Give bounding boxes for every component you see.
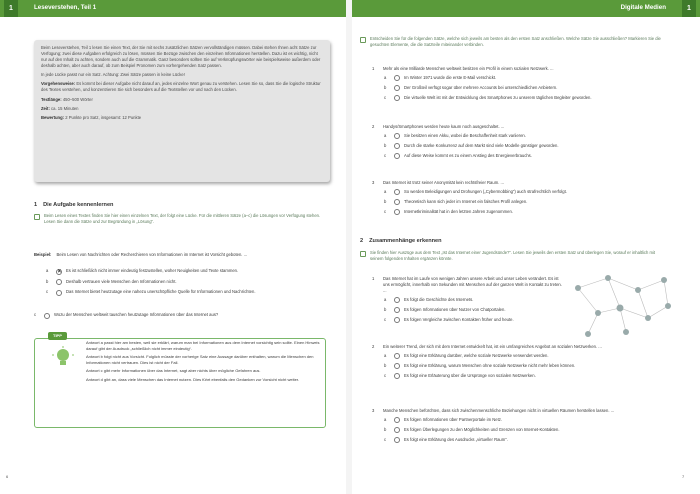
radio-icon[interactable] bbox=[394, 427, 400, 433]
radio-icon[interactable] bbox=[394, 437, 400, 443]
option[interactable]: c Es folgen Vergleiche zwischen Kontakten früher und heute. bbox=[384, 316, 514, 322]
info-note: In jede Lücke passt nur ein Satz. Achtung: Zwei Sätze passen in keine Lücke! bbox=[41, 72, 185, 77]
option[interactable]: a Es folgen Informationen über Partnerportale im Netz. bbox=[384, 416, 502, 422]
option[interactable]: c Es folgt eine Erklärung des Ausdrucks „virtueller Raum“. bbox=[384, 436, 508, 442]
topic-title: Digitale Medien bbox=[620, 4, 666, 12]
task-instruction: Entscheiden Sie für die folgenden Sätze, welche sich jeweils am besten als den ersten Satz anschließen. Welche Sätze Sie ausschließen? Markieren Sie die gesuchten Elemente, die die Satzteile miteinander verbinden. bbox=[360, 36, 666, 48]
info-text: 450–500 Wörter bbox=[62, 96, 93, 102]
tip-text: Antwort b folgt nicht aus Vorsicht. Folglich müsste der vorherige Satz eine Aussage darüber enthalten, warum die Menschen den Informationen nicht vertrauen. Dies ist nicht der Fall. bbox=[86, 354, 314, 365]
info-box bbox=[34, 40, 330, 182]
info-text: 2 Punkte pro Satz, insgesamt: 12 Punkte bbox=[65, 115, 142, 121]
radio-icon[interactable] bbox=[394, 317, 400, 323]
chapter-badge-left: 1 bbox=[4, 0, 18, 17]
option-c[interactable]: c Das Internet bietet heutzutage eine nahezu unerschöpfliche Quelle für Informationen und Nachrichten. bbox=[46, 289, 256, 294]
task-instruction: Beim Lesen eines Textes finden Sie hier einen einzelnen Text, der folgt eine Lücke. Für die mittleren Sätze (a–c) die Lösungen vor Verfügung stehen. Lesen Sie dann die Sätze und zur Begründung in „Lösung“. bbox=[34, 213, 324, 225]
option[interactable]: c Die virtuelle Welt ist mit der Entwicklung des Smartphones zu unserem täglichen Begleiter geworden. bbox=[384, 94, 592, 100]
info-label: Zeit: bbox=[41, 106, 50, 111]
chapter-title: Leseverstehen, Teil 1 bbox=[34, 4, 97, 12]
option[interactable]: b Es folgen Überlegungen zu den Möglichkeiten und Grenzen von Internet-Kontakten. bbox=[384, 426, 560, 432]
network-illustration bbox=[568, 268, 674, 340]
radio-icon[interactable] bbox=[394, 153, 400, 159]
option[interactable]: b Es folgt eine Erklärung, warum Menschen ohne soziale Netzwerke nicht mehr leben können. bbox=[384, 362, 576, 368]
radio-icon[interactable] bbox=[394, 199, 400, 205]
tip-text: Antwort c gibt mehr Informationen über das Internet, sagt aber nichts über mögliche Gefahren aus. bbox=[86, 368, 261, 374]
question-block: 2 Ein weiterer Trend, der sich mit dem Internet entwickelt hat, ist ein umfangreiches Angebot an sozialen Netzwerken. ... a Es folgt eine Erklärung darüber, welche soziale Netzwerke verwendet werden. b Es folgt eine Erklärung, warum Menschen ohne soziale Netzwerke nicht mehr leben können. c Es folgt eine Erläuterung über die Ursprünge von sozialen Netzwerken. bbox=[372, 344, 672, 379]
option[interactable]: b Der Großteil verfügt sogar über mehrere Accounts bei unterschiedlichen Anbietern. bbox=[384, 84, 558, 90]
option[interactable]: c Es folgt eine Erläuterung über die Ursprünge von sozialen Netzwerken. bbox=[384, 372, 536, 378]
checkbox-icon bbox=[360, 251, 366, 257]
option[interactable]: a Es folgt die Geschichte des Internets. bbox=[384, 296, 474, 302]
radio-icon[interactable] bbox=[394, 363, 400, 369]
radio-icon[interactable] bbox=[394, 143, 400, 149]
tip-text: Antwort d gibt an, dass viele Menschen das Internet nutzen. Dies führt ebenfalls den Gedanken zur Vorsicht nicht weiter. bbox=[86, 376, 300, 382]
option[interactable]: a Sie besitzen einen Akku, wobei die Beschaffenheit stark variieren. bbox=[384, 132, 526, 138]
option[interactable]: b Es folgen Informationen über Nutzer von Chatportalen. bbox=[384, 306, 506, 312]
checkbox-icon bbox=[34, 214, 40, 220]
question-block: 1 Mehr als eine Milliarde Menschen weltweit besitzen ein Profil in einem sozialen Netzwerk. ... a Im Winter 1971 wurde die erste E-Mail verschickt. b Der Großteil verfügt sogar über mehrere Accounts bei unterschiedlichen Anbietern. c Die virtuelle Welt ist mit der Entwicklung des Smartphones zu unserem täglichen Begleiter geworden. bbox=[372, 66, 672, 101]
radio-icon[interactable] bbox=[394, 95, 400, 101]
radio-icon[interactable] bbox=[394, 133, 400, 139]
radio-icon[interactable] bbox=[394, 373, 400, 379]
option[interactable]: a So werden Beleidigungen und Drohungen („Cybermobbing“) auch strafrechtlich verfolgt. bbox=[384, 188, 567, 194]
tip-content bbox=[86, 340, 322, 383]
tip-label: TIPP bbox=[48, 332, 67, 340]
radio-icon[interactable] bbox=[394, 307, 400, 313]
radio-icon[interactable] bbox=[56, 290, 62, 296]
radio-icon[interactable] bbox=[44, 313, 50, 319]
info-text: ca. 15 Minuten bbox=[51, 106, 79, 111]
header-bar-right bbox=[352, 0, 700, 17]
radio-icon[interactable] bbox=[394, 209, 400, 215]
section-heading: 2 Zusammenhänge erkennen bbox=[360, 238, 442, 244]
option[interactable]: a Im Winter 1971 wurde die erste E-Mail verschickt. bbox=[384, 74, 497, 80]
question-block: 2 Handys/Smartphones werden heute kaum noch ausgeschaltet. ... a Sie besitzen einen Akku, wobei die Beschaffenheit stark variieren. b Durch die starke Konkurrenz auf dem Markt sind viele Modelle günstiger geworden. c Auf diese Weise kommt es zu einem Anstieg des Energieverbrauchs. bbox=[372, 124, 672, 159]
info-label: Bewertung: bbox=[41, 115, 65, 121]
question-c: c Wozu der Menschen weltweit tauschen heutzutage Informationen über das Internet aus? bbox=[34, 312, 219, 317]
radio-icon[interactable] bbox=[394, 75, 400, 81]
question-block: 1 Das Internet hat im Laufe von wenigen Jahren unsere Arbeit und unser Leben verändert. Es ist uns ermöglicht, innerhalb von Sekunden mit Menschen auf der ganzen Welt in Kontakt zu treten. ... a Es folgt die Geschichte des Internets. b Es folgen Informationen über Nutzer von Chatportalen. c Es folgen Vergleiche zwischen Kontakten früher und heute. bbox=[372, 276, 562, 322]
radio-icon[interactable] bbox=[394, 189, 400, 195]
option[interactable]: c Auf diese Weise kommt es zu einem Anstieg des Energieverbrauchs. bbox=[384, 152, 532, 158]
info-paragraph: Beim Leseverstehen, Teil 1 lesen Sie einen Text, der Sie mit sechs zusätzlichen Sätzen vervollständigen müssen. Dabei stehen Ihnen acht Sätze zur Verfügung; zwei diese Aufgaben erfolgreich zu lösen, müssen Sie Bezüge zwischen den einzelnen Informationen herstellen. Dazu ist es wichtig, nicht nur auf den Inhalt zu achten, sondern auch auf die Grammatik. Ganz besonders sollten Sie auf Verknüpfungswörter wie beispielsweise außerdem oder deshalb achten, aber auch darauf, ob zum Beispiel Pronomen zum vorhergehenden Satz passen. bbox=[41, 45, 321, 68]
lightbulb-icon bbox=[48, 346, 78, 370]
option-a[interactable]: a × Es ist schließlich nicht immer eindeutig festzustellen, woher Neuigkeiten und Texte stammen. bbox=[46, 268, 326, 275]
radio-icon[interactable] bbox=[394, 297, 400, 303]
task-instruction: Sie finden hier Auszüge aus dem Text „Ist das Internet einer Jugendsünde?“. Lesen Sie jeweils den ersten Satz und überlegen Sie, worauf er inhaltlich mit seinem folgenden Inhalten ergänzen könnte. bbox=[360, 250, 666, 262]
option[interactable]: b Theoretisch kann sich jeder im Internet ein falsches Profil anlegen. bbox=[384, 198, 528, 204]
info-label: Vorgehensweise: bbox=[41, 81, 76, 87]
radio-icon[interactable] bbox=[394, 85, 400, 91]
question-block: 3 Das Internet ist trotz seiner Anonymität kein rechtsfreier Raum. ... a So werden Beleidigungen und Drohungen („Cybermobbing“) auch strafrechtlich verfolgt. b Theoretisch kann sich jeder im Internet ein falsches Profil anlegen. c Internetkriminalität hat in den letzten Jahren zugenommen. bbox=[372, 180, 672, 215]
page-number-left: 6 bbox=[6, 474, 9, 479]
radio-icon[interactable] bbox=[394, 353, 400, 359]
page-number-right: 7 bbox=[682, 474, 685, 479]
section-heading: 1 Die Aufgabe kennenlernen bbox=[34, 202, 114, 208]
example-label: Beispiel: bbox=[34, 252, 52, 257]
page-gutter bbox=[346, 0, 352, 494]
info-text: Es kommt bei dieser Aufgabe nicht darauf an, jedes einzelne Wort genau zu verstehen. Lesen Sie so, dass Sie die logische Struktur des Textes verstehen, und konzentrieren Sie sich besonders auf die Textstellen vor und nach den Lücken. bbox=[41, 81, 321, 93]
info-label: Textlänge: bbox=[41, 96, 62, 102]
example bbox=[34, 252, 326, 258]
option[interactable]: b Durch die starke Konkurrenz auf dem Markt sind viele Modelle günstiger geworden. bbox=[384, 142, 559, 148]
tip-text: Antwort a passt hier am besten, weil sie erklärt, warum man bei Informationen aus dem Internet vorsichtig sein sollte. Einen Hinweis darauf gibt der Ausdruck „schließlich nicht immer eindeutig“. bbox=[86, 340, 320, 351]
option[interactable]: a Es folgt eine Erklärung darüber, welche soziale Netzwerke verwendet werden. bbox=[384, 352, 549, 358]
chapter-badge-right: 1 bbox=[682, 0, 696, 17]
radio-icon[interactable] bbox=[394, 417, 400, 423]
example-text: Beim Lesen von Nachrichten oder Recherchieren von Informationen im Internet ist Vorsicht geboten. ... bbox=[56, 252, 248, 257]
option-b[interactable]: b Deshalb vertrauen viele Menschen den Informationen nicht. bbox=[46, 278, 177, 284]
question-block: 3 Manche Menschen befürchten, dass sich zwischenmenschliche Beziehungen nicht in virtuellen Räumen herstellen lassen. ... a Es folgen Informationen über Partnerportale im Netz. b Es folgen Überlegungen zu den Möglichkeiten und Grenzen von Internet-Kontakten. c Es folgt eine Erklärung des Ausdrucks „virtueller Raum“. bbox=[372, 408, 672, 443]
checkbox-icon bbox=[360, 37, 366, 43]
option[interactable]: c Internetkriminalität hat in den letzten Jahren zugenommen. bbox=[384, 208, 513, 214]
radio-icon[interactable] bbox=[56, 279, 62, 285]
radio-checked-icon[interactable] bbox=[56, 269, 62, 275]
example-options bbox=[46, 268, 326, 296]
header-bar-left bbox=[0, 0, 346, 17]
